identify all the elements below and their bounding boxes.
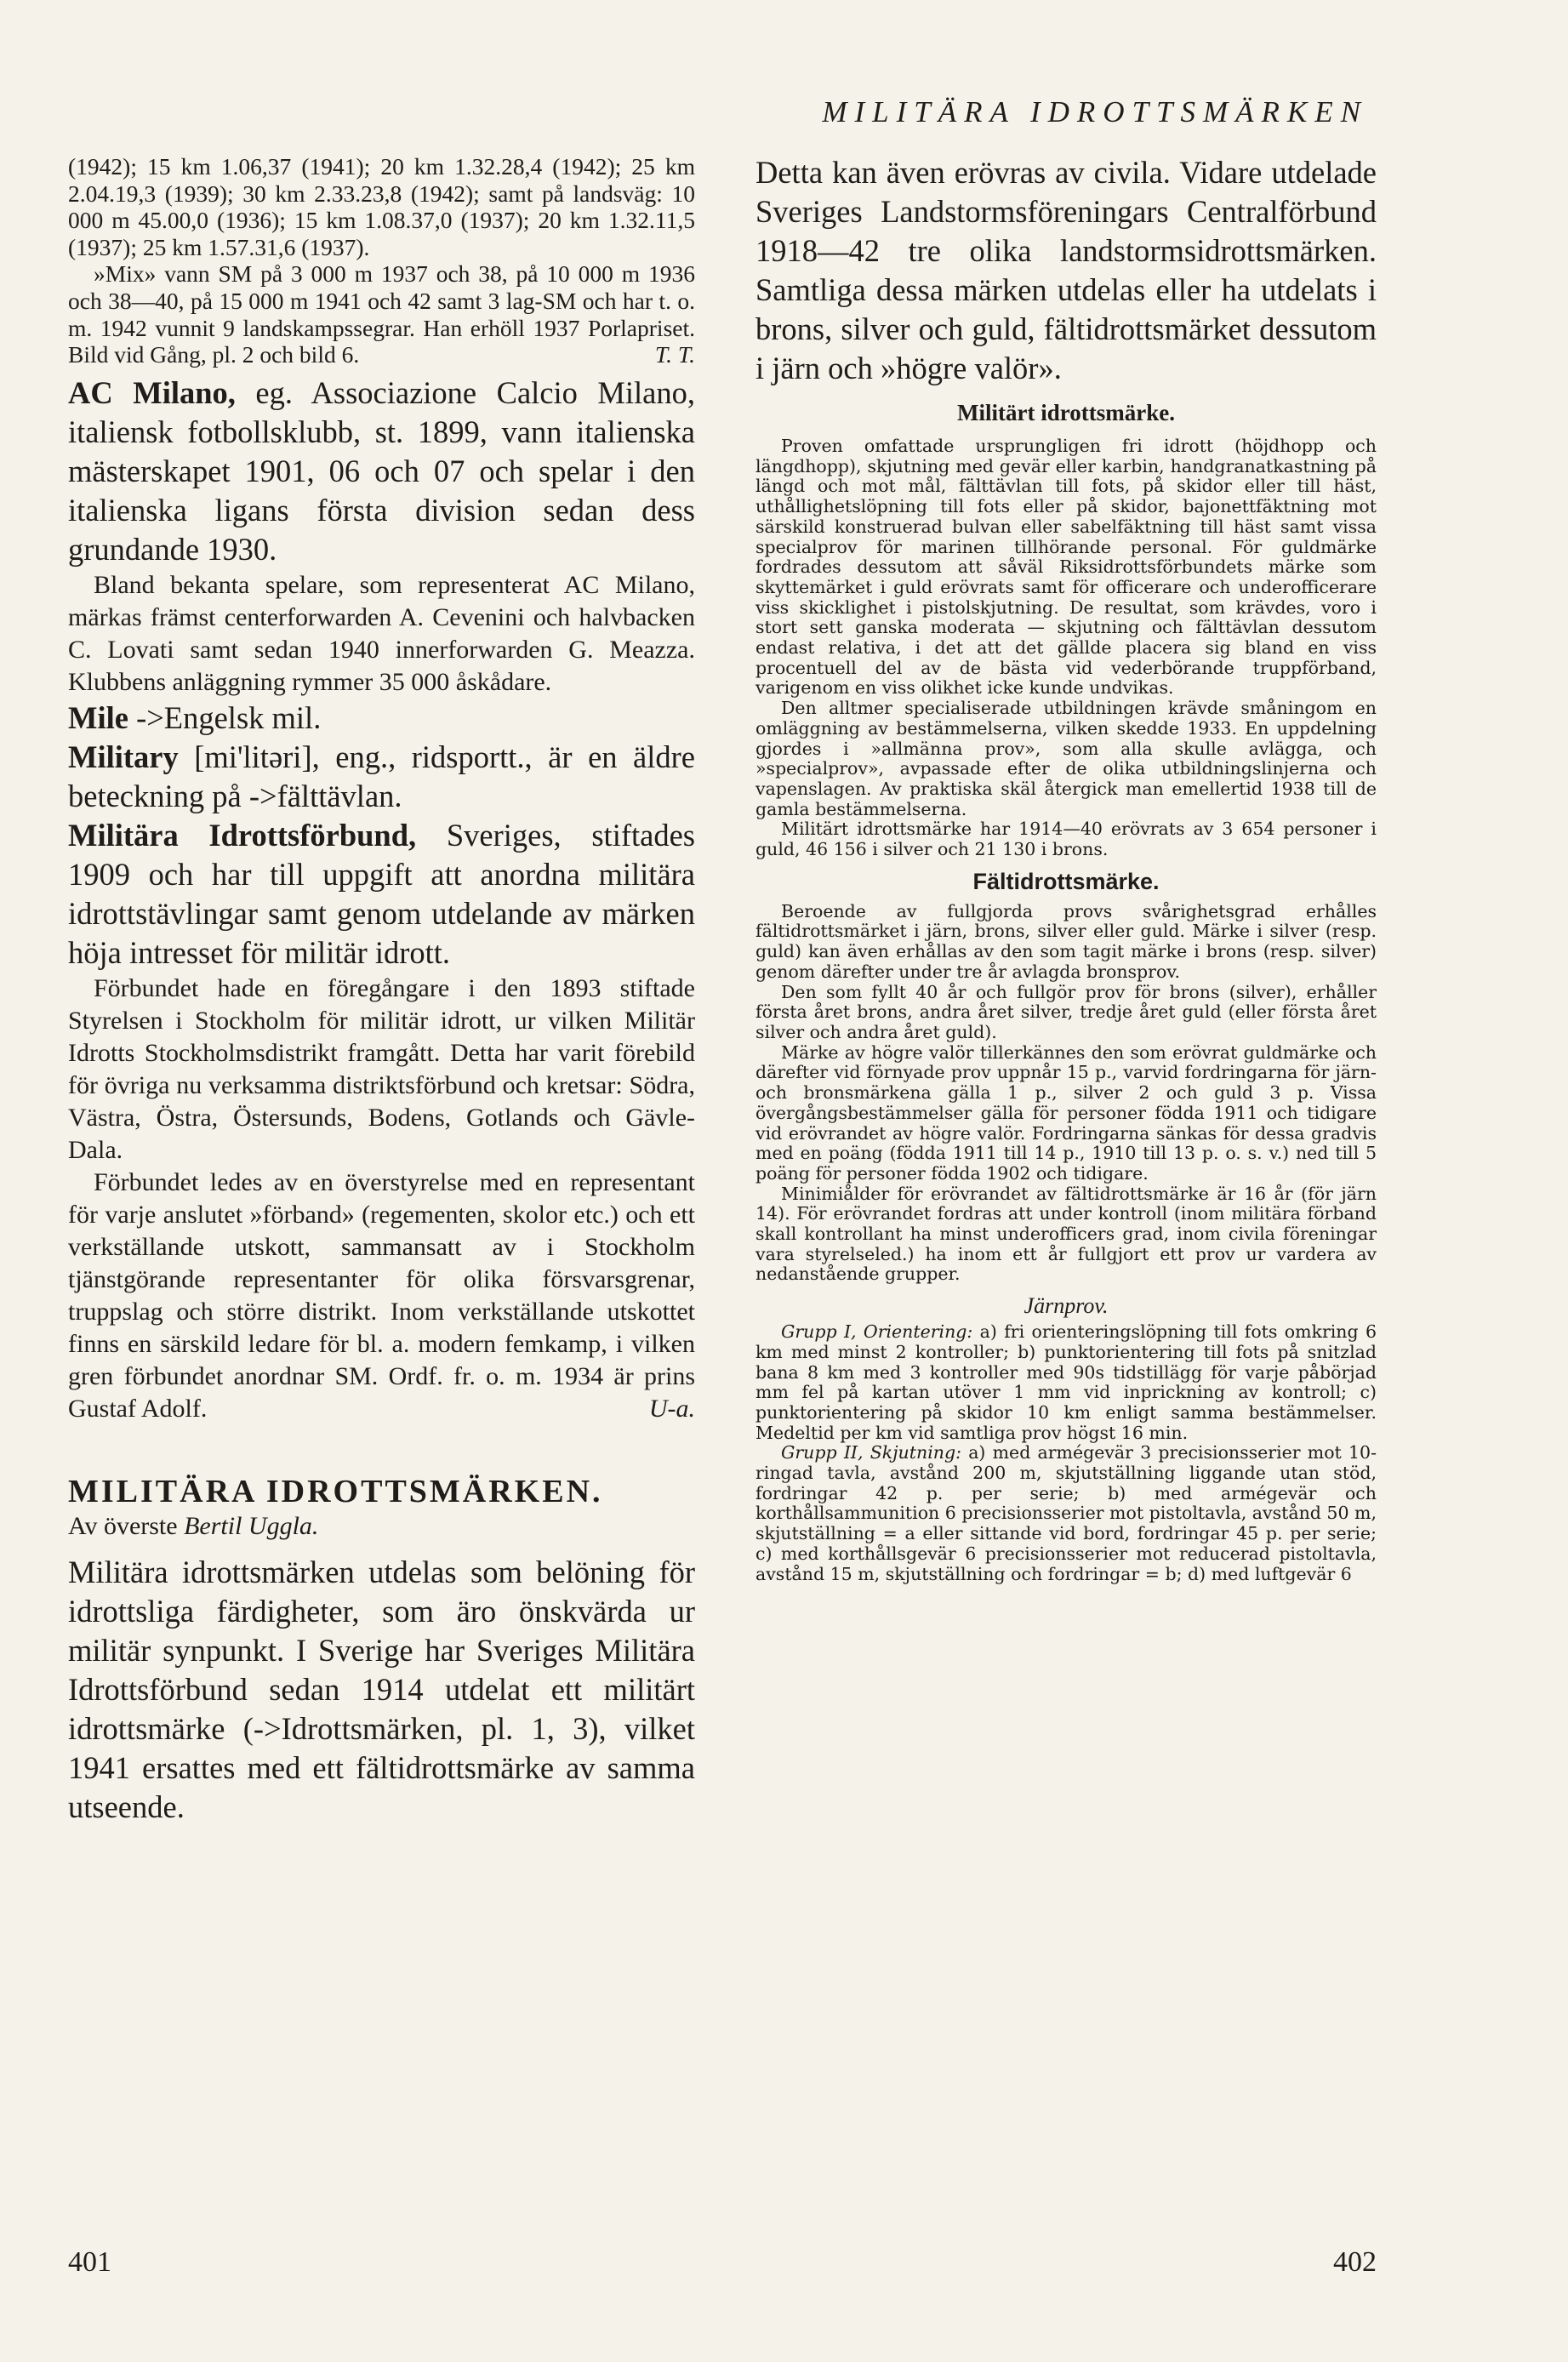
author-prefix: Av överste	[68, 1511, 185, 1540]
signature-tt: T. T.	[654, 341, 695, 368]
mix-paragraph	[68, 260, 695, 368]
group-1-paragraph	[755, 1322, 1377, 1443]
subheading-faltidrottsmarke: Fältidrottsmärke.	[972, 868, 1160, 894]
subheading-militart-idrottsmarke: Militärt idrottsmärke.	[957, 400, 1175, 425]
group-1-label: Grupp I, Orientering:	[781, 1321, 973, 1343]
mif-history-paragraph: Förbundet hade en föregångare i den 1893 stiftade Styrelsen i Stockholm för militär idrott, ur vilken Militär Idrotts Stockholmsdistrikt framgått. Detta har varit förebild för övriga nu verksamma distriktsförbund och kretsar: Södra, Västra, Östra, Östersunds, Bodens, Gotlands och Gävle-Dala.	[68, 973, 695, 1164]
section-title: MILITÄRA IDROTTSMÄRKEN.	[68, 1473, 603, 1509]
intro-paragraph: Militära idrottsmärken utdelas som belöning för idrottsliga färdigheter, som äro önskvärda ur militär synpunkt. I Sverige har Sveriges Militära Idrottsförbund sedan 1914 utdelat ett militärt idrottsmärke (->Idrottsmärken, pl. 1, 3), vilket 1941 ersattes med ett fältidrottsmärke av samma utseende.	[68, 1554, 695, 1824]
author-line	[68, 1510, 695, 1543]
prov-paragraph: Proven omfattade ursprungligen fri idrott (höjdhopp och längdhopp), skjutning med gevär eller karbin, handgranatkastning på längd och mot mål, fälttävlan till fots, på skidor eller till häst, uthållighetslöpning till fots eller på skidor, bajonettfäktning mot särskild konstruerad bulvan eller sabelfäktning till häst samt vissa specialprov för marinen tillhörande personal. För guldmärke fordrades dessutom att såväl Riksidrottsförbundets märke som skyttemärket i guld erövrats samt för officerare och underofficerare viss skicklighet i pistolskjutning. De resultat, som krävdes, voro i stort sett ganska moderata — skjutning och fälttävlan dessutom endast relativa, i det att det gällde placera sig bland en viss procentuell del av de bästa vid vederbörande truppförband, varigenom en viss olikhet icke kunde undvikas.	[755, 436, 1377, 699]
entry-militara-idrottsforbund	[68, 816, 695, 973]
entry-ac-milano-text: eg. Associazione Calcio Milano, italiensk fotbollsklubb, st. 1899, vann italienska mästerskapet 1901, 06 och 07 och spelar i den italienska ligans första division sedan dess grundande 1930.	[68, 374, 695, 567]
entry-military-text: [mi'litəri], eng., ridsportt., är en äldre beteckning på ->fälttävlan.	[68, 739, 695, 813]
entry-mile-text: ->Engelsk mil.	[128, 699, 322, 735]
headword-military: Military	[68, 739, 179, 774]
headword-ac-milano: AC Milano,	[68, 374, 236, 410]
results-paragraph: (1942); 15 km 1.06,37 (1941); 20 km 1.32.28,4 (1942); 25 km 2.04.19,3 (1939); 30 km 2.33.23,8 (1942); samt på landsväg: 10 000 m 45.00,0 (1936); 15 km 1.08.37,0 (1937); 20 km 1.32.11,5 (1937); 25 km 1.57.31,6 (1937).	[68, 153, 695, 260]
page-number-right: 402	[1333, 2246, 1377, 2278]
mix-text: »Mix» vann SM på 3 000 m 1937 och 38, på 10 000 m 1936 och 38—40, på 15 000 m 1941 och 42 samt 3 lag-SM och har t. o. m. 1942 vunnit 9 landskampssegrar. Han erhöll 1937 Porlapriset. Bild vid Gång, pl. 2 och bild 6.	[68, 260, 695, 368]
grade-paragraph: Beroende av fullgjorda provs svårighetsgrad erhålles fältidrottsmärket i järn, brons, silver eller guld. Märke i silver (resp. guld) kan även erhållas av den som tagit märke i brons (resp. silver) genom därefter under tre år avlagda bronsprov.	[755, 900, 1377, 982]
entry-mile	[68, 699, 695, 738]
group-2-paragraph	[755, 1443, 1377, 1584]
signature-ua: U-a.	[648, 1394, 695, 1423]
headword-militara-idrottsforbund: Militära Idrottsförbund,	[68, 817, 417, 853]
headword-mile: Mile	[68, 699, 128, 735]
group-1-text: a) fri orienteringslöpning till fots omkring 6 km med minst 2 kontroller; b) punktorientering till fots på snitzlad bana 8 km med 3 kontroller med 90s tidstillägg för varje påbörjad mm fel på kartan utöver 1 mm vid inprickning av kontroll; c) punktorientering på skidor 10 km enligt samma bestämmelser. Medeltid per km vid samtliga prov högst 16 min.	[755, 1321, 1377, 1443]
entry-ac-milano	[68, 374, 695, 569]
group-2-text: a) med armégevär 3 precisionsserier mot 10-ringad tavla, avstånd 200 m, skjutställning liggande utan stöd, fordringar 42 p. per serie; b) med armégevär och korthållsammunition 6 precisionsserier mot pistoltavla, avstånd 50 m, skjutställning = a eller sittande vid bord, fordringar 45 p. per serie; c) med korthållsgevär 6 precisionsserier mot reducerad pistoltavla, avstånd 15 m, skjutställning och fordringar = b; d) med luftgevär 6	[755, 1442, 1377, 1584]
mif-organisation-paragraph	[68, 1167, 695, 1425]
entry-military	[68, 738, 695, 816]
specialisation-paragraph: Den alltmer specialiserade utbildningen krävde småningom en omläggning av bestämmelserna, vilken skedde 1933. En uppdelning gjordes i »allmänna prov», som alla skulle avlägga, och »specialprov», avpassade efter de olika utbildningslinjerna och vapenslagen. Av praktiska skäl återgick man emellertid 1938 till de gamla bestämmelserna.	[755, 698, 1377, 819]
left-column	[68, 153, 695, 1827]
author-name: Bertil Uggla.	[184, 1511, 319, 1540]
subheading-jarnprov: Järnprov.	[1023, 1293, 1109, 1319]
minimum-age-paragraph: Minimiålder för erövrandet av fältidrottsmärke är 16 år (för järn 14). För erövrandet fordras att under kontroll (inom militära förband skall kontrollant ha minst underofficers grad, inom civila föreningar vara styrelseled.) ha inom ett år fullgjort ett prov ur vardera av nedanstående grupper.	[755, 1183, 1377, 1285]
higher-value-paragraph: Märke av högre valör tillerkännes den som erövrat guldmärke och därefter vid förnyade prov uppnår 15 p., varvid fordringarna för järn- och bronsmärkena gälla 1 p., silver 2 och guld 3 p. Vissa övergångsbestämmelser gälla för personer födda 1911 och tidigare vid erövrandet av högre valör. Fordringarna sänkas för dessa gradvis med en poäng (födda 1911 till 14 p., 1910 till 13 p. o. s. v.) ned till 5 poäng för personer födda 1902 och tidigare.	[755, 1041, 1377, 1184]
entry-mif-text: Sveriges, stiftades 1909 och har till uppgift att anordna militära idrottstävlingar samt genom utdelande av märken höja intresset för militär idrott.	[68, 817, 695, 970]
group-2-label: Grupp II, Skjutning:	[781, 1442, 961, 1463]
mif-organisation-text: Förbundet ledes av en överstyrelse med en representant för varje anslutet »förband» (regementen, skolor etc.) och ett verkställande utskott, sammansatt av i Stockholm tjänstgörande representanter för olika försvarsgrenar, truppslag och större distrikt. Inom verkställande utskottet finns en särskild ledare för bl. a. modern femkamp, i vilken gren förbundet anordnar SM. Ordf. fr. o. m. 1934 är prins Gustaf Adolf.	[68, 1167, 695, 1423]
age-40-paragraph: Den som fyllt 40 år och fullgör prov för brons (silver), erhåller första året brons, andra året silver, tredje året guld (eller första året silver och andra året guld).	[755, 981, 1377, 1042]
statistics-paragraph: Militärt idrottsmärke har 1914—40 erövrats av 3 654 personer i guld, 46 156 i silver och 21 130 i brons.	[755, 819, 1377, 860]
running-head: MILITÄRA IDROTTSMÄRKEN	[822, 95, 1368, 128]
right-intro-paragraph: Detta kan även erövras av civila. Vidare utdelade Sveriges Landstormsföreningars Centralförbund 1918—42 tre olika landstormsidrottsmärken. Samtliga dessa märken utdelas eller ha utdelats i brons, silver och guld, fältidrottsmärket dessutom i järn och »högre valör».	[755, 155, 1377, 385]
right-column	[755, 153, 1377, 1584]
ac-milano-players: Bland bekanta spelare, som representerat AC Milano, märkas främst centerforwarden A. Cevenini och halvbacken C. Lovati samt sedan 1940 innerforwarden G. Meazza. Klubbens anläggning rymmer 35 000 åskådare.	[68, 570, 695, 696]
page-number-left: 401	[68, 2246, 111, 2278]
